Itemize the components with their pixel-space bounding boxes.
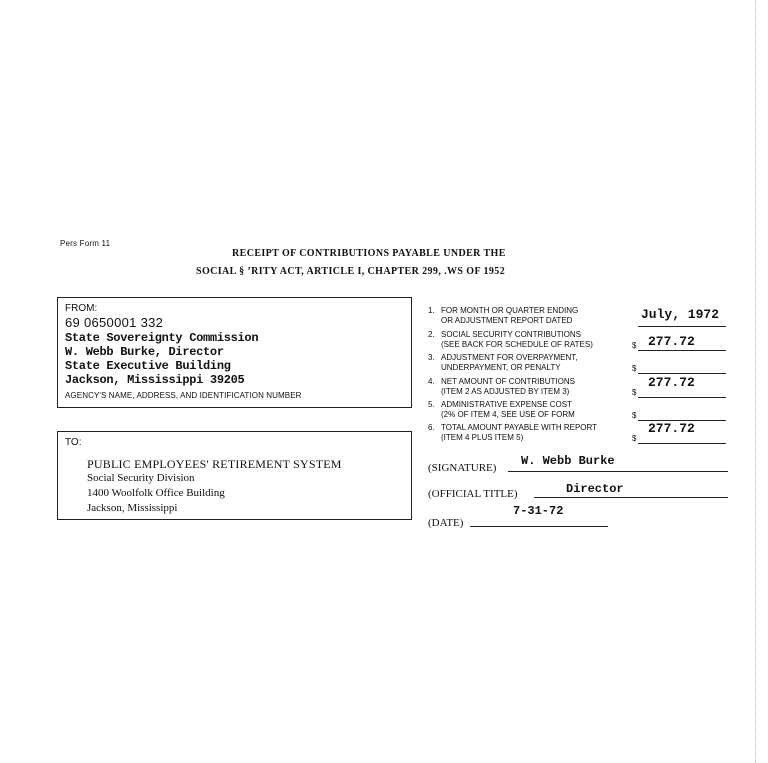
- item-label: [441, 306, 631, 326]
- recipient-address-street: 1400 Woolfolk Office Building: [87, 487, 225, 499]
- item-label-line-2: (ITEM 4 PLUS ITEM 5): [441, 433, 524, 442]
- item-number: 5.: [428, 400, 435, 409]
- signature-line: [508, 471, 728, 472]
- item-label: [441, 353, 631, 373]
- form-title-line-2: SOCIAL § ’RITY ACT, ARTICLE I, CHAPTER 299, .WS OF 1952: [196, 266, 506, 277]
- item-label: [441, 330, 631, 350]
- item-label: [441, 423, 631, 443]
- from-box-caption: AGENCY'S NAME, ADDRESS, AND IDENTIFICATION NUMBER: [65, 391, 302, 400]
- to-box: [57, 431, 412, 520]
- official-title-value: Director: [566, 482, 624, 496]
- item-6: [428, 423, 728, 447]
- recipient-address-city: Jackson, Mississippi: [87, 502, 178, 514]
- date-label: (DATE): [428, 517, 464, 529]
- item-4: [428, 377, 728, 401]
- item-number: 2.: [428, 330, 435, 339]
- agency-name: State Sovereignty Commission: [65, 331, 259, 345]
- agency-id-number: 69 0650001 332: [65, 315, 164, 330]
- dollar-sign: $: [632, 388, 637, 397]
- item-label-line-2: UNDERPAYMENT, OR PENALTY: [441, 363, 561, 372]
- item-label-line-1: TOTAL AMOUNT PAYABLE WITH REPORT: [441, 423, 598, 432]
- item-label-line-2: OR ADJUSTMENT REPORT DATED: [441, 316, 573, 325]
- dollar-sign: $: [632, 434, 637, 443]
- from-box: [57, 297, 412, 408]
- item-label-line-2: (SEE BACK FOR SCHEDULE OF RATES): [441, 340, 593, 349]
- page-edge-dotted: [755, 0, 756, 763]
- official-title-line: [534, 497, 728, 498]
- signature-row: [428, 454, 728, 474]
- item-number: 4.: [428, 377, 435, 386]
- date-row: [428, 504, 728, 529]
- report-period-value: July, 1972: [641, 307, 720, 322]
- amount-line: [638, 397, 726, 398]
- official-title-row: [428, 480, 728, 500]
- item-label-line-1: ADMINISTRATIVE EXPENSE COST: [441, 400, 572, 409]
- item-label: [441, 377, 631, 397]
- item-label-line-1: FOR MONTH OR QUARTER ENDING: [441, 306, 579, 315]
- item-1: [428, 306, 728, 330]
- to-label: TO:: [65, 437, 82, 448]
- item-label-line-1: SOCIAL SECURITY CONTRIBUTIONS: [441, 330, 582, 339]
- amount-line: [638, 443, 726, 444]
- item-label-line-1: NET AMOUNT OF CONTRIBUTIONS: [441, 377, 575, 386]
- signature-label: (SIGNATURE): [428, 462, 497, 474]
- item-label-line-1: ADJUSTMENT FOR OVERPAYMENT,: [441, 353, 578, 362]
- date-line: [470, 526, 608, 527]
- item-label-line-2: (ITEM 2 AS ADJUSTED BY ITEM 3): [441, 387, 570, 396]
- date-value: 7-31-72: [513, 504, 564, 518]
- item-number: 3.: [428, 353, 435, 362]
- contributions-amount: 277.72: [648, 334, 695, 349]
- signature-value: W. Webb Burke: [521, 454, 615, 468]
- dollar-sign: $: [632, 341, 637, 350]
- form-number: Pers Form 11: [60, 239, 111, 248]
- recipient-division: Social Security Division: [87, 472, 195, 484]
- recipient-name: PUBLIC EMPLOYEES' RETIREMENT SYSTEM: [87, 457, 342, 471]
- dollar-sign: $: [632, 411, 637, 420]
- net-contributions-amount: 277.72: [648, 375, 695, 390]
- item-number: 6.: [428, 423, 435, 432]
- agency-director: W. Webb Burke, Director: [65, 345, 224, 359]
- amount-line: [638, 350, 726, 351]
- agency-address-city: Jackson, Mississippi 39205: [65, 373, 245, 387]
- item-label: [441, 400, 631, 420]
- from-label: FROM:: [65, 303, 98, 314]
- official-title-label: (OFFICIAL TITLE): [428, 488, 518, 500]
- item-label-line-2: (2% OF ITEM 4, SEE USE OF FORM: [441, 410, 575, 419]
- amount-line: [638, 326, 726, 327]
- item-number: 1.: [428, 306, 435, 315]
- agency-address-street: State Executive Building: [65, 359, 231, 373]
- dollar-sign: $: [632, 364, 637, 373]
- item-3: [428, 353, 728, 377]
- form-title-line-1: RECEIPT OF CONTRIBUTIONS PAYABLE UNDER THE: [232, 248, 506, 259]
- total-payable-amount: 277.72: [648, 421, 695, 436]
- item-2: [428, 330, 728, 354]
- amount-line: [638, 373, 726, 374]
